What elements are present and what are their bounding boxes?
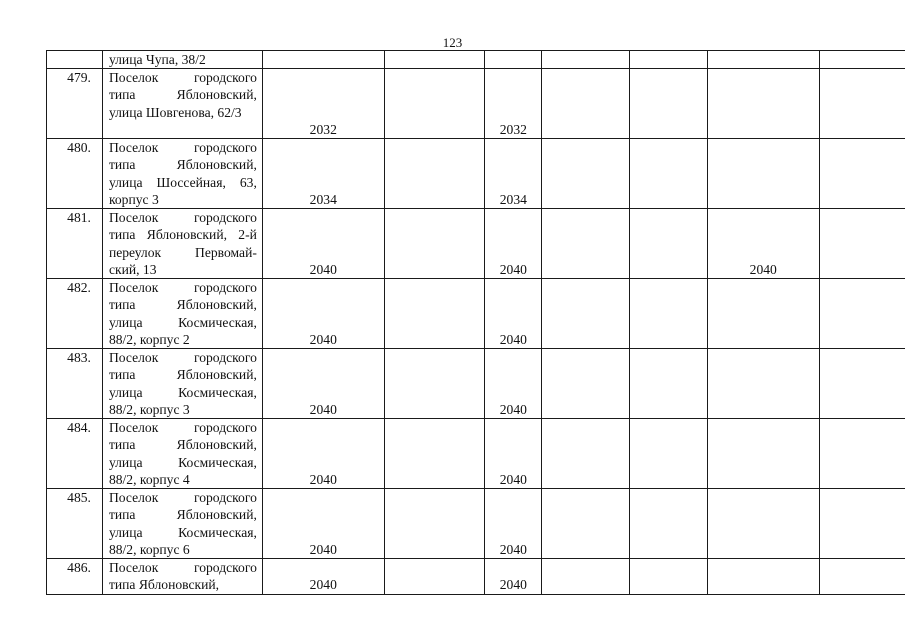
address-cell — [102, 489, 262, 559]
address-line: 88/2, корпус 3 — [108, 401, 190, 417]
table-row — [47, 69, 905, 139]
value-cell — [707, 51, 819, 69]
value-cell — [542, 419, 630, 489]
value-cell — [542, 349, 630, 419]
value-cell — [384, 139, 485, 209]
row-number-cell: 479. — [47, 69, 103, 139]
value-cell — [630, 209, 708, 279]
value-cell — [707, 139, 819, 209]
value-cell: 2034 — [485, 139, 542, 209]
row-number-cell: 480. — [47, 139, 103, 209]
value-cell — [542, 69, 630, 139]
table-row — [47, 139, 905, 209]
address-line: типа Яблоновский, — [108, 437, 257, 453]
value-cell: 2032 — [262, 69, 384, 139]
address-line: Поселок городского — [108, 140, 257, 156]
value-cell: 2040 — [485, 279, 542, 349]
address-cell — [102, 279, 262, 349]
address-line: корпус 3 — [108, 191, 159, 207]
address-line: типа Яблоновский, — [108, 297, 257, 313]
value-cell: 2040 — [485, 349, 542, 419]
address-line: типа Яблоновский, 2-й — [108, 227, 257, 243]
address-line: улица Космическая, — [108, 384, 257, 400]
value-cell — [819, 69, 905, 139]
address-register-table — [46, 50, 905, 595]
value-cell — [384, 279, 485, 349]
address-cell — [102, 139, 262, 209]
address-cell — [102, 69, 262, 139]
value-cell — [819, 279, 905, 349]
value-cell: 2040 — [262, 209, 384, 279]
value-cell — [485, 51, 542, 69]
value-cell: 2040 — [262, 419, 384, 489]
address-cell — [102, 419, 262, 489]
address-line: 88/2, корпус 4 — [108, 471, 190, 487]
address-line: улица Чупа, 38/2 — [108, 52, 206, 67]
value-cell — [630, 349, 708, 419]
value-cell — [819, 139, 905, 209]
value-cell — [707, 559, 819, 594]
row-number-cell: 481. — [47, 209, 103, 279]
address-cell — [102, 51, 262, 69]
address-cell — [102, 209, 262, 279]
row-number-cell — [47, 51, 103, 69]
address-line: улица Шоссейная, 63, — [108, 174, 257, 190]
value-cell — [707, 69, 819, 139]
value-cell: 2040 — [262, 559, 384, 594]
value-cell: 2034 — [262, 139, 384, 209]
value-cell: 2040 — [262, 279, 384, 349]
value-cell — [542, 51, 630, 69]
value-cell — [262, 51, 384, 69]
address-line: типа Яблоновский, — [108, 87, 257, 103]
value-cell — [384, 559, 485, 594]
table-row — [47, 559, 905, 594]
table-row — [47, 349, 905, 419]
value-cell: 2040 — [707, 209, 819, 279]
value-cell — [819, 51, 905, 69]
value-cell: 2032 — [485, 69, 542, 139]
value-cell — [630, 279, 708, 349]
address-line: Поселок городского — [108, 350, 257, 366]
value-cell: 2040 — [262, 489, 384, 559]
address-line: Поселок городского — [108, 420, 257, 436]
value-cell: 2040 — [485, 559, 542, 594]
value-cell: 2040 — [485, 209, 542, 279]
value-cell — [819, 419, 905, 489]
value-cell — [384, 51, 485, 69]
table-body — [47, 51, 905, 595]
value-cell — [384, 489, 485, 559]
value-cell — [630, 51, 708, 69]
table-row — [47, 419, 905, 489]
value-cell — [384, 69, 485, 139]
address-line: улица Шовгенова, 62/3 — [108, 104, 242, 120]
address-line: ский, 13 — [108, 261, 157, 277]
value-cell — [819, 489, 905, 559]
address-line: улица Космическая, — [108, 314, 257, 330]
address-line: Поселок городского — [108, 560, 257, 576]
value-cell: 2040 — [485, 419, 542, 489]
value-cell — [819, 349, 905, 419]
value-cell — [384, 209, 485, 279]
row-number-cell: 483. — [47, 349, 103, 419]
value-cell — [630, 559, 708, 594]
address-line: Поселок городского — [108, 70, 257, 86]
address-line: типа Яблоновский, — [108, 367, 257, 383]
value-cell — [630, 419, 708, 489]
value-cell — [819, 559, 905, 594]
value-cell — [707, 489, 819, 559]
value-cell — [707, 279, 819, 349]
value-cell — [542, 279, 630, 349]
address-line: улица Космическая, — [108, 454, 257, 470]
table-row — [47, 209, 905, 279]
row-number-cell: 482. — [47, 279, 103, 349]
address-line: Поселок городского — [108, 280, 257, 296]
address-line: переулок Первомай- — [108, 244, 257, 260]
address-line: улица Космическая, — [108, 524, 257, 540]
value-cell — [384, 419, 485, 489]
table-row — [47, 489, 905, 559]
address-cell — [102, 559, 262, 594]
table-row — [47, 51, 905, 69]
value-cell — [630, 489, 708, 559]
address-line: типа Яблоновский, — [108, 507, 257, 523]
address-line: 88/2, корпус 6 — [108, 541, 190, 557]
value-cell — [542, 489, 630, 559]
value-cell — [542, 209, 630, 279]
value-cell: 2040 — [262, 349, 384, 419]
value-cell — [819, 209, 905, 279]
value-cell — [707, 349, 819, 419]
value-cell: 2040 — [485, 489, 542, 559]
page-number: 123 — [442, 35, 463, 50]
row-number-cell: 484. — [47, 419, 103, 489]
value-cell — [630, 69, 708, 139]
row-number-cell: 485. — [47, 489, 103, 559]
row-number-cell: 486. — [47, 559, 103, 594]
value-cell — [630, 139, 708, 209]
address-line: 88/2, корпус 2 — [108, 331, 190, 347]
address-cell — [102, 349, 262, 419]
address-line: типа Яблоновский, — [108, 157, 257, 173]
value-cell — [707, 419, 819, 489]
address-line: типа Яблоновский, — [108, 577, 220, 593]
value-cell — [384, 349, 485, 419]
value-cell — [542, 139, 630, 209]
address-line: Поселок городского — [108, 210, 257, 226]
value-cell — [542, 559, 630, 594]
address-line: Поселок городского — [108, 490, 257, 506]
table-row — [47, 279, 905, 349]
